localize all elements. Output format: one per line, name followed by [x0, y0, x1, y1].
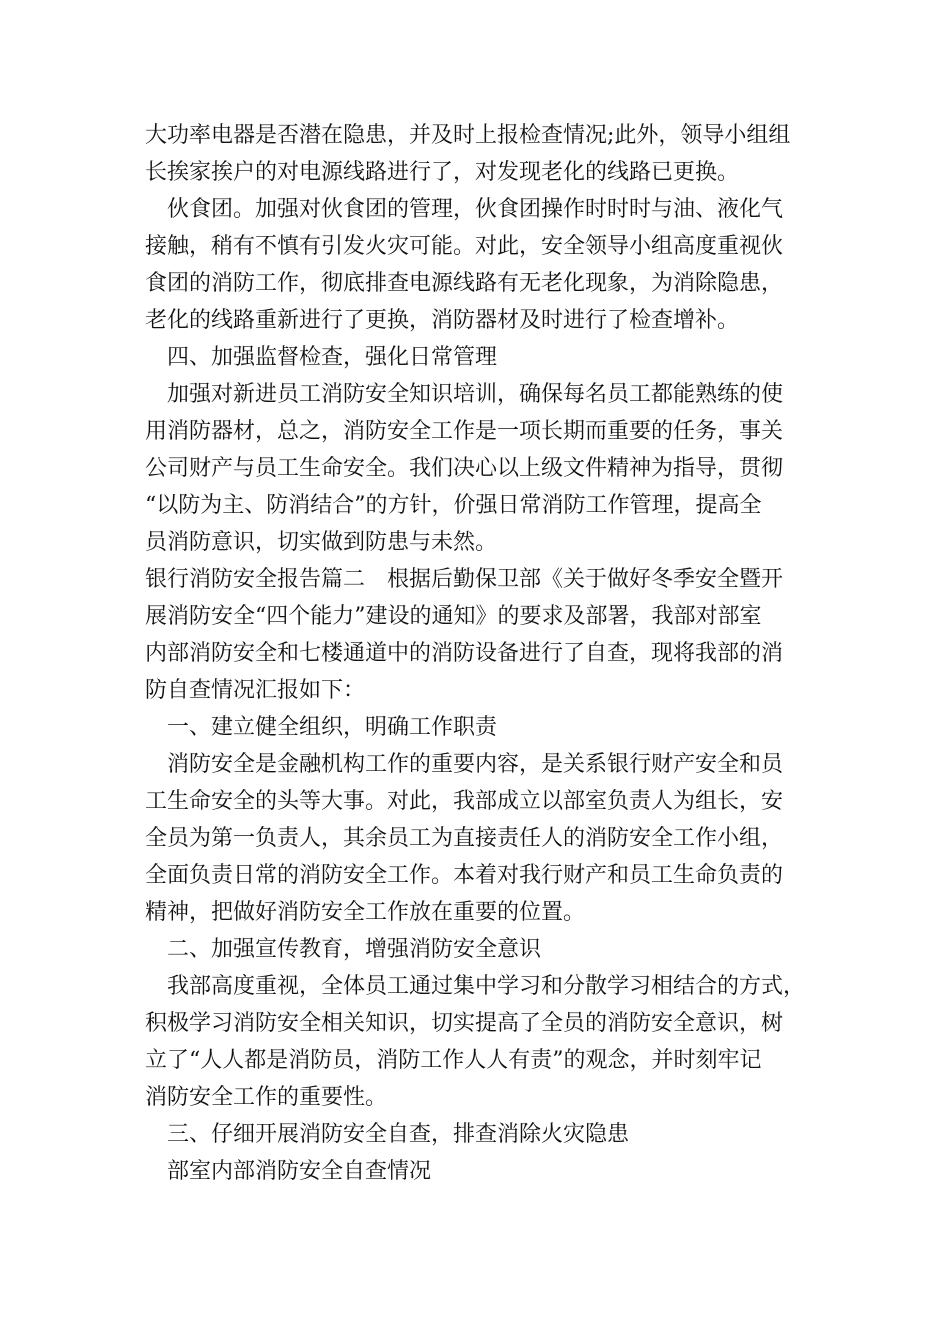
- sub-heading: 部室内部消防安全自查情况: [167, 1159, 432, 1184]
- body-text-line: 展消防安全“四个能力”建设的通知》的要求及部署，我部对部室: [145, 604, 762, 629]
- body-text-line: “以防为主、防消结合”的方针，价强日常消防工作管理，提高全: [145, 493, 762, 518]
- body-text-line: 消防安全是金融机构工作的重要内容，是关系银行财产安全和员: [167, 752, 784, 777]
- body-text-line: 精神，把做好消防安全工作放在重要的位置。: [145, 900, 586, 925]
- section-heading: 二、加强宣传教育，增强消防安全意识: [167, 937, 542, 962]
- body-text-line: 我部高度重视，全体员工通过集中学习和分散学习相结合的方式，: [167, 974, 806, 999]
- body-text-line: 全面负责日常的消防安全工作。本着对我行财产和员工生命负责的: [145, 863, 784, 888]
- body-text-line: 长挨家挨户的对电源线路进行了，对发现老化的线路已更换。: [145, 160, 740, 185]
- body-text-line: 全员为第一负责人，其余员工为直接责任人的消防安全工作小组，: [145, 826, 784, 851]
- body-text-line: 积极学习消防安全相关知识，切实提高了全员的消防安全意识，树: [145, 1011, 784, 1036]
- body-text-line: 用消防器材，总之，消防安全工作是一项长期而重要的任务，事关: [145, 419, 784, 444]
- document-body: [145, 117, 810, 1190]
- body-text-line: 接触，稍有不慎有引发火灾可能。对此，安全领导小组高度重视伙: [145, 234, 784, 259]
- body-text-line: 防自查情况汇报如下：: [145, 678, 366, 703]
- section-heading: 三、仔细开展消防安全自查，排查消除火灾隐患: [167, 1122, 630, 1147]
- body-text-line: 内部消防安全和七楼通道中的消防设备进行了自查，现将我部的消: [145, 641, 784, 666]
- body-text-line: 伙食团。加强对伙食团的管理，伙食团操作时时时与油、液化气: [167, 197, 784, 222]
- report-title-line: 银行消防安全报告篇二 根据后勤保卫部《关于做好冬季安全暨开: [145, 567, 784, 592]
- body-text-line: 消防安全工作的重要性。: [145, 1085, 388, 1110]
- section-heading: 四、加强监督检查，强化日常管理: [167, 345, 498, 370]
- body-text-line: 工生命安全的头等大事。对此，我部成立以部室负责人为组长，安: [145, 789, 784, 814]
- body-text-line: 员消防意识，切实做到防患与未然。: [145, 530, 498, 555]
- body-text-line: 公司财产与员工生命安全。我们决心以上级文件精神为指导，贯彻: [145, 456, 784, 481]
- body-text-line: 食团的消防工作，彻底排查电源线路有无老化现象，为消除隐患，: [145, 271, 784, 296]
- body-text-line: 老化的线路重新进行了更换，消防器材及时进行了检查增补。: [145, 308, 740, 333]
- section-heading: 一、建立健全组织，明确工作职责: [167, 715, 498, 740]
- body-text-line: 立了“人人都是消防员，消防工作人人有责”的观念，并时刻牢记: [145, 1048, 762, 1073]
- body-text-line: 加强对新进员工消防安全知识培训，确保每名员工都能熟练的使: [167, 382, 784, 407]
- body-text-line: 大功率电器是否潜在隐患，并及时上报检查情况;此外，领导小组组: [145, 123, 791, 148]
